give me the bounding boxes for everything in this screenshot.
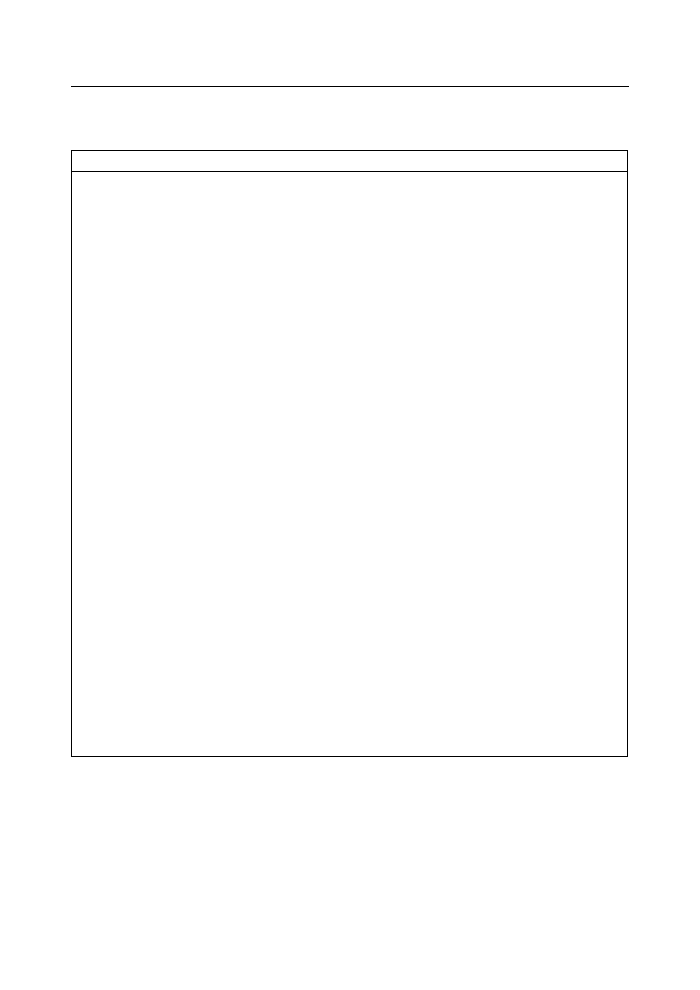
page-header xyxy=(71,66,629,87)
year-header-row xyxy=(72,151,627,172)
data-table xyxy=(71,150,628,757)
